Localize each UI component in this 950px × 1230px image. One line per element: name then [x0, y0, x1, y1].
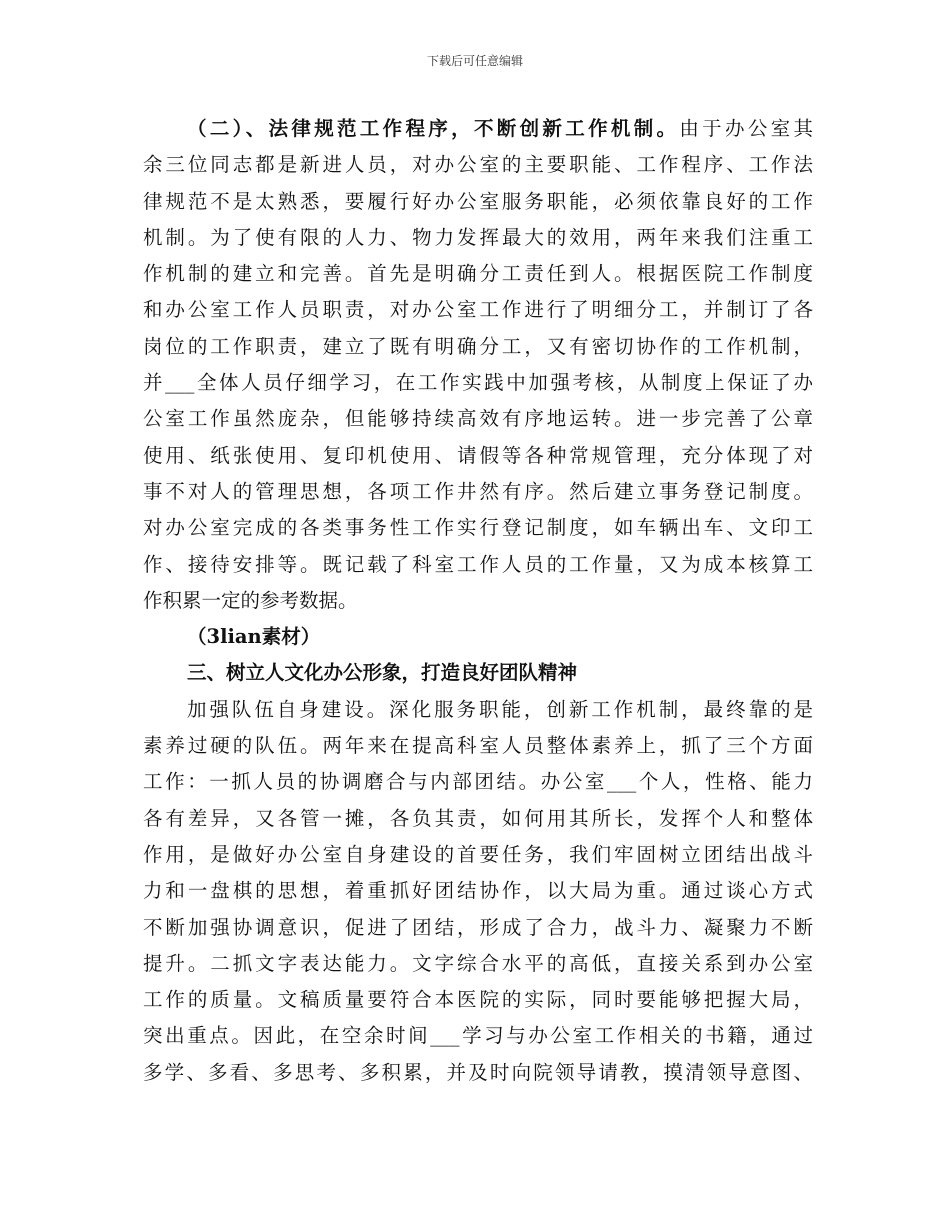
document-body [143, 111, 813, 1091]
paragraph-line: 事不对人的管理思想，各项工作井然有序。然后建立事务登记制度。 [143, 479, 813, 503]
paragraph-line: 作机制的建立和完善。首先是明确分工责任到人。根据医院工作制度 [143, 262, 813, 286]
paragraph-line: 作、接待安排等。既记载了科室工作人员的工作量，又为成本核算工 [143, 552, 813, 576]
paragraph-line: 工作的质量。文稿质量要符合本医院的实际，同时要能够把握大局， [143, 988, 813, 1012]
paragraph-line: 力和一盘棋的思想，着重抓好团结协作，以大局为重。通过谈心方式 [143, 879, 813, 903]
source-note: （3lian素材） [187, 625, 321, 649]
section-3-heading: 三、树立人文化办公形象，打造良好团队精神 [187, 661, 578, 685]
paragraph-line: 不断加强协调意识，促进了团结，形成了合力，战斗力、凝聚力不断 [143, 915, 813, 939]
paragraph-line: 律规范不是太熟悉，要履行好办公室服务职能，必须依靠良好的工作 [143, 189, 813, 213]
paragraph-line: 作用，是做好办公室自身建设的首要任务，我们牢固树立团结出战斗 [143, 842, 813, 866]
paragraph-line: 多学、多看、多思考、多积累，并及时向院领导请教，摸清领导意图、 [143, 1060, 813, 1084]
paragraph-line: 和办公室工作人员职责，对办公室工作进行了明细分工，并制订了各 [143, 298, 813, 322]
paragraph-line: 各有差异，又各管一摊，各负其责，如何用其所长，发挥个人和整体 [143, 806, 813, 830]
section-2-first-line [143, 111, 813, 147]
paragraph-line: 加强队伍自身建设。深化服务职能，创新工作机制，最终靠的是 [187, 697, 813, 721]
page-header: 下载后可任意编辑 [426, 54, 523, 68]
paragraph-line: 由于办公室其 [679, 117, 813, 140]
paragraph-line: 对办公室完成的各类事务性工作实行登记制度，如车辆出车、文印工 [143, 516, 813, 540]
paragraph-line: 岗位的工作职责，建立了既有明确分工，又有密切协作的工作机制， [143, 334, 813, 358]
paragraph-line: 作积累一定的参考数据。 [143, 588, 358, 612]
paragraph-line: 公室工作虽然庞杂，但能够持续高效有序地运转。进一步完善了公章 [143, 407, 813, 431]
paragraph-line: 使用、纸张使用、复印机使用、请假等各种常规管理，充分体现了对 [143, 443, 813, 467]
section-2-heading: （二）、法律规范工作程序，不断创新工作机制。 [187, 117, 680, 140]
paragraph-line: 突出重点。因此，在空余时间___学习与办公室工作相关的书籍，通过 [143, 1024, 813, 1048]
paragraph-line: 工作：一抓人员的协调磨合与内部团结。办公室___个人，性格、能力 [143, 770, 813, 794]
paragraph-line: 素养过硬的队伍。两年来在提高科室人员整体素养上，抓了三个方面 [143, 734, 813, 758]
paragraph-line: 机制。为了使有限的人力、物力发挥最大的效用，两年来我们注重工 [143, 225, 813, 249]
paragraph-line: 并___全体人员仔细学习，在工作实践中加强考核，从制度上保证了办 [143, 371, 813, 395]
paragraph-line: 提升。二抓文字表达能力。文字综合水平的高低，直接关系到办公室 [143, 951, 813, 975]
paragraph-line: 余三位同志都是新进人员，对办公室的主要职能、工作程序、工作法 [143, 153, 813, 177]
